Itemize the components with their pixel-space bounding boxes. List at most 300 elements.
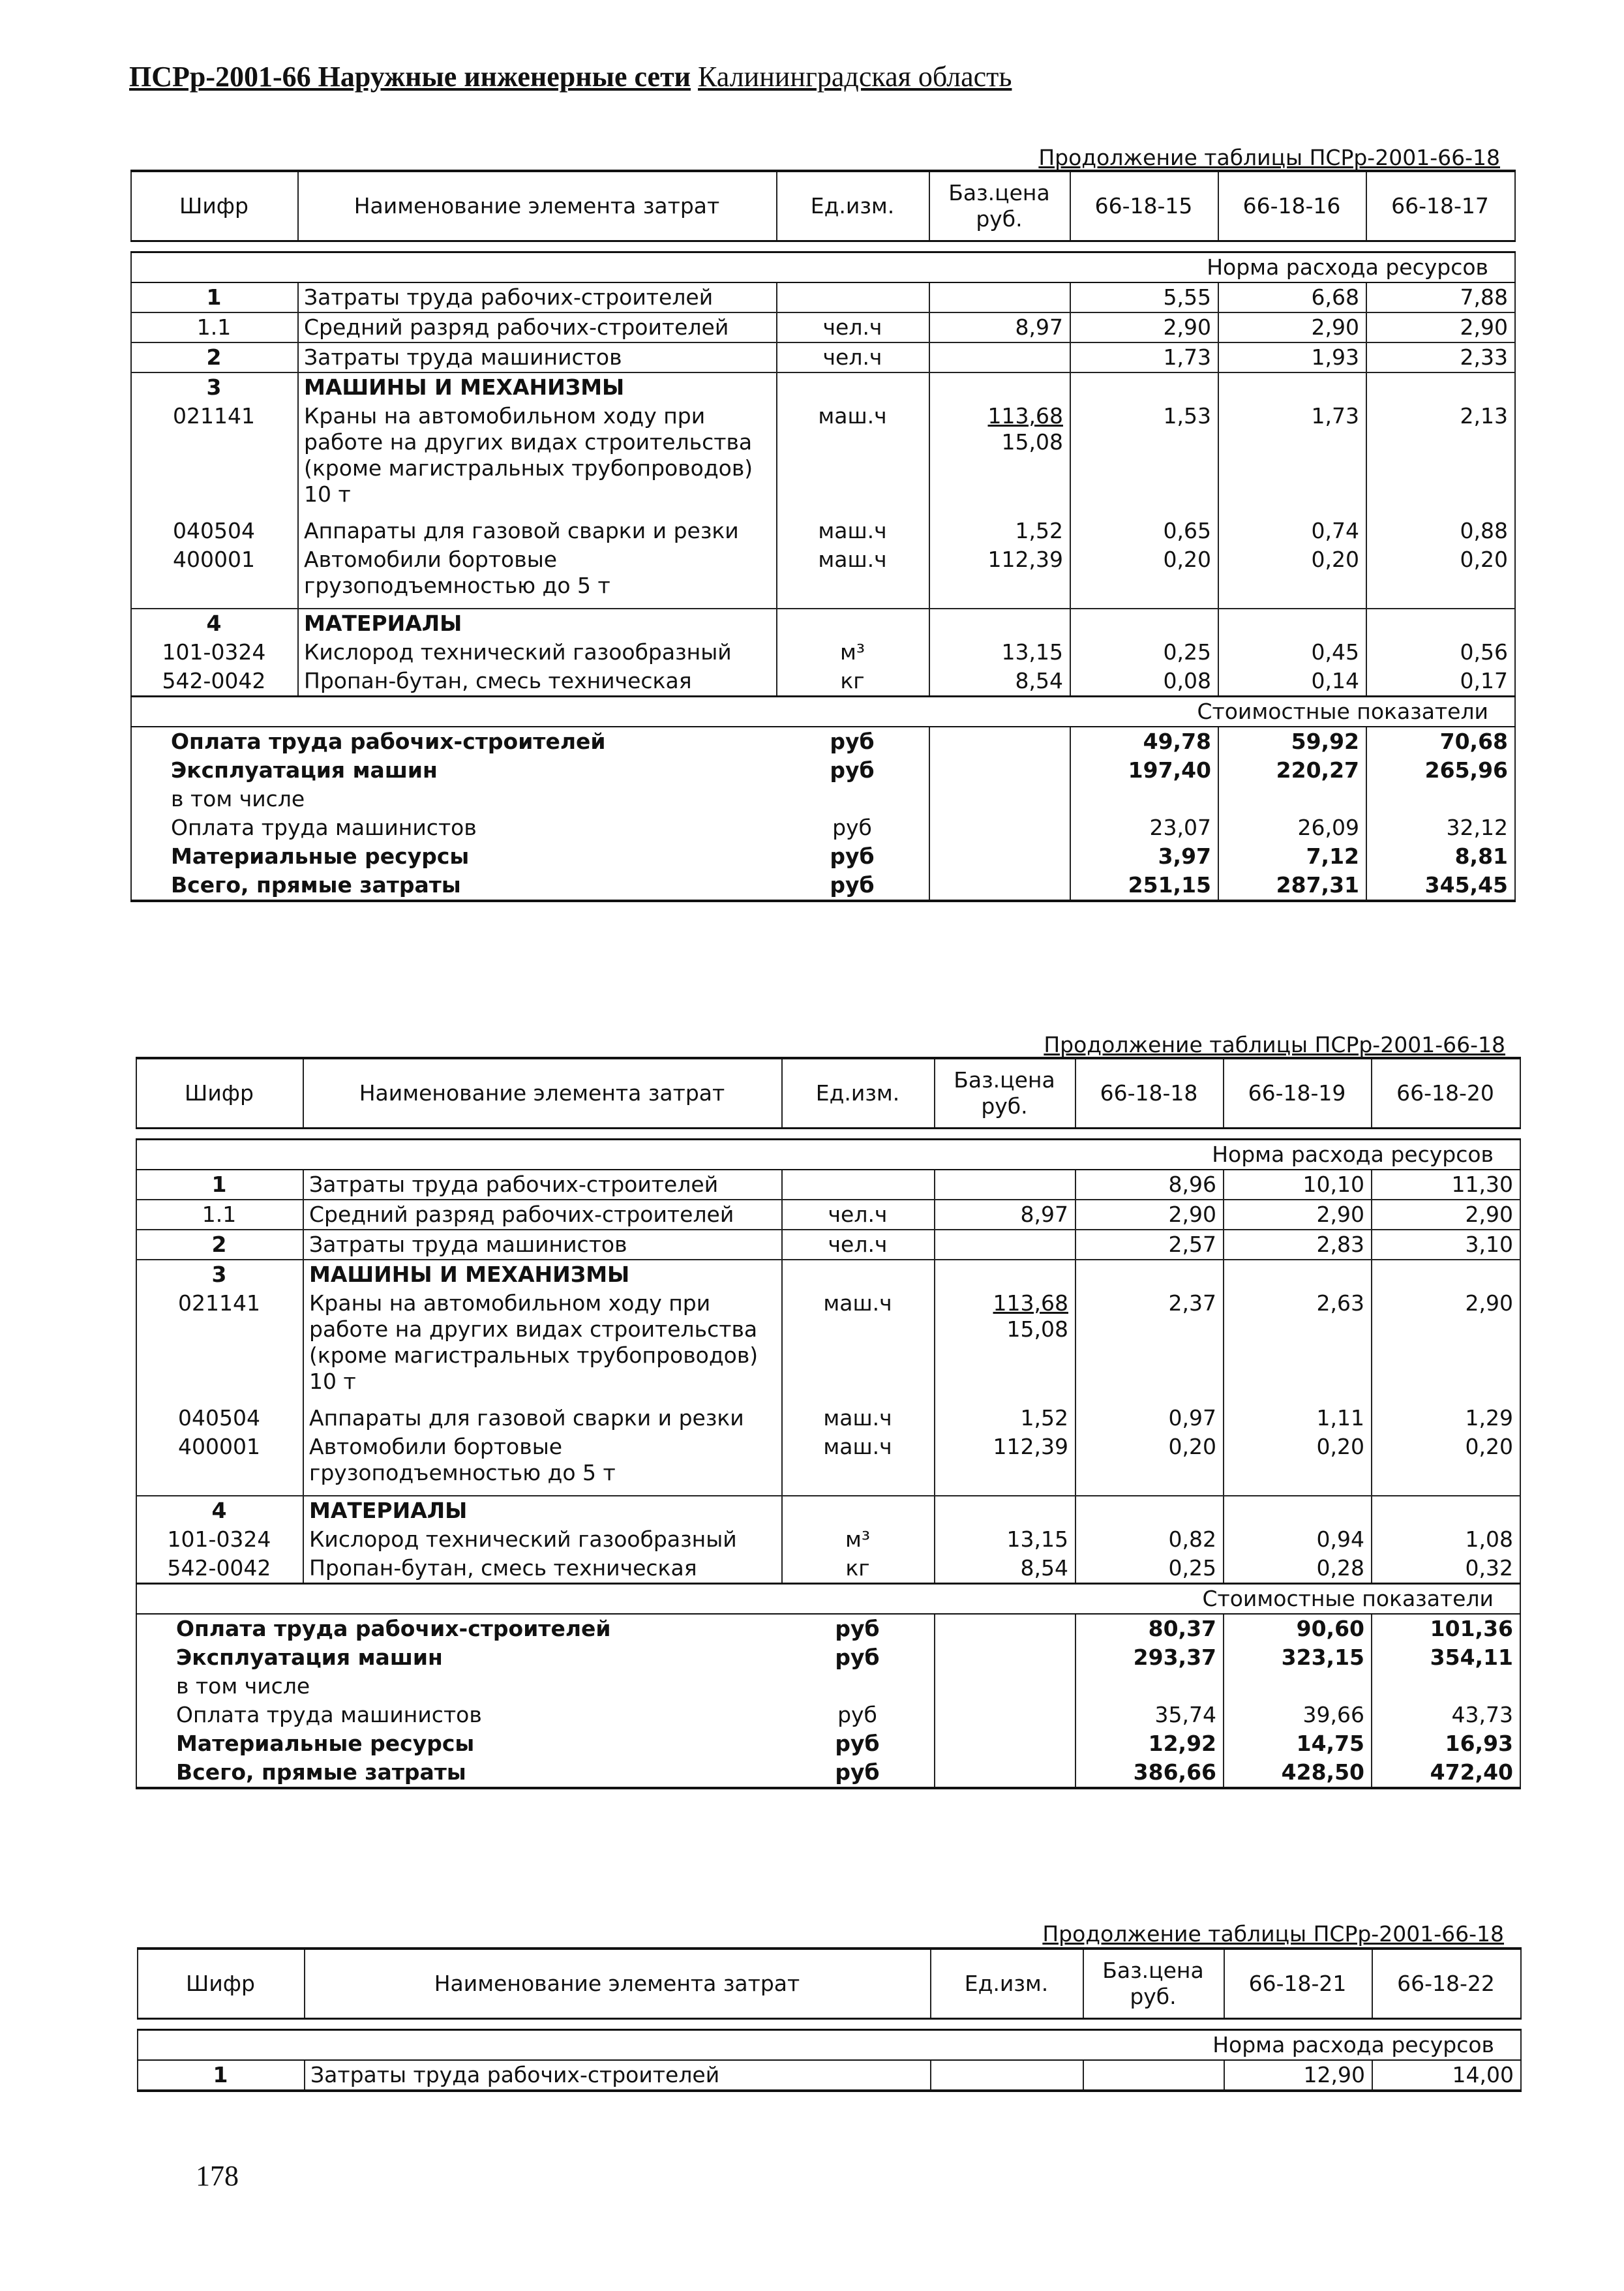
row-unit: маш.ч [777,517,929,545]
header-unit: Ед.изм. [777,171,929,241]
summary-value: 12,92 [1075,1729,1224,1758]
summary-value: 14,75 [1224,1729,1372,1758]
summary-price [929,813,1070,842]
row-name: Автомобили бортовые грузоподъемностью до 5 т [303,1433,782,1496]
summary-unit: руб [777,813,929,842]
summary-value: 251,15 [1070,871,1218,901]
row-value: 0,17 [1366,667,1515,697]
summary-value: 7,12 [1218,842,1366,871]
summary-row [131,842,1515,871]
row-unit: чел.ч [782,1230,935,1260]
row-name: Затраты труда машинистов [303,1230,782,1260]
row-value: 1,53 [1070,402,1218,517]
summary-row [136,1614,1520,1643]
row-unit [777,609,929,638]
row-value: 1,29 [1372,1404,1520,1433]
summary-value: 90,60 [1224,1614,1372,1643]
row-unit [782,1260,935,1289]
summary-value: 293,37 [1075,1643,1224,1672]
row-price [929,282,1070,312]
row-name: Кислород технический газообразный [298,638,777,667]
row-name: МАШИНЫ И МЕХАНИЗМЫ [298,372,777,402]
summary-price [935,1729,1075,1758]
summary-value: 43,73 [1372,1701,1520,1729]
row-value [1070,372,1218,402]
summary-name: Оплата труда машинистов [136,1701,782,1729]
row-unit: чел.ч [782,1200,935,1230]
header-spacer [136,1129,1520,1140]
row-value: 0,20 [1218,545,1366,609]
section-row [136,1496,1520,1525]
document-title [129,60,1012,93]
row-price [935,1230,1075,1260]
section-row [131,609,1515,638]
row-code: 1 [138,2060,305,2091]
row-price: 8,54 [935,1554,1075,1584]
row-name: МАТЕРИАЛЫ [303,1496,782,1525]
row-value: 7,88 [1366,282,1515,312]
row-price [935,1289,1075,1404]
summary-value: 287,31 [1218,871,1366,901]
row-price [929,609,1070,638]
row-value: 1,11 [1224,1404,1372,1433]
row-value: 0,14 [1218,667,1366,697]
summary-value: 32,12 [1366,813,1515,842]
row-code: 3 [131,372,298,402]
summary-unit: руб [782,1758,935,1788]
summary-unit: руб [782,1729,935,1758]
summary-name: Эксплуатация машин [131,756,777,785]
table-row [136,1433,1520,1496]
row-name: Аппараты для газовой сварки и резки [298,517,777,545]
continuation-note: Продолжение таблицы ПСРр-2001-66-18 [1044,1032,1505,1057]
table-row [136,1404,1520,1433]
summary-unit: руб [777,756,929,785]
row-price [935,1170,1075,1200]
row-value [1372,1260,1520,1289]
summary-value: 39,66 [1224,1701,1372,1729]
summary-value [1372,1672,1520,1701]
row-name: Пропан-бутан, смесь техническая [303,1554,782,1584]
row-code: 2 [131,342,298,372]
row-price [1083,2060,1224,2091]
row-value [1224,1260,1372,1289]
norm-band-label: Норма расхода ресурсов [136,1140,1520,1170]
header-column-code: 66-18-22 [1372,1949,1521,2019]
summary-row [136,1701,1520,1729]
row-unit [931,2060,1083,2091]
section-row [131,372,1515,402]
header-name: Наименование элемента затрат [298,171,777,241]
cost-band-label: Стоимостные показатели [131,697,1515,727]
row-code: 101-0324 [131,638,298,667]
summary-row [131,785,1515,813]
section-row [131,342,1515,372]
row-value: 0,56 [1366,638,1515,667]
row-value: 2,13 [1366,402,1515,517]
summary-unit [777,785,929,813]
row-price: 1,52 [935,1404,1075,1433]
row-unit [777,282,929,312]
header-price: Баз.цена руб. [929,171,1070,241]
norm-band-label: Норма расхода ресурсов [131,252,1515,283]
summary-row [136,1729,1520,1758]
header-column-code: 66-18-16 [1218,171,1366,241]
norm-band-row [136,1140,1520,1170]
row-unit: чел.ч [777,312,929,342]
summary-value: 354,11 [1372,1643,1520,1672]
row-value: 2,90 [1075,1200,1224,1230]
row-value: 2,63 [1224,1289,1372,1404]
row-price-secondary: 15,08 [1001,429,1063,455]
row-value: 2,90 [1372,1289,1520,1404]
summary-value: 59,92 [1218,727,1366,756]
row-value [1075,1496,1224,1525]
row-value: 0,45 [1218,638,1366,667]
row-value: 0,74 [1218,517,1366,545]
header-column-code: 66-18-19 [1224,1058,1372,1129]
summary-name: Оплата труда рабочих-строителей [131,727,777,756]
row-price-main: 113,68 [987,403,1063,429]
row-code: 040504 [136,1404,303,1433]
row-value [1075,1260,1224,1289]
row-price-secondary: 15,08 [1006,1316,1068,1342]
summary-value [1075,1672,1224,1701]
header-name: Наименование элемента затрат [305,1949,931,2019]
summary-value: 197,40 [1070,756,1218,785]
row-unit: м³ [782,1525,935,1554]
row-unit: м³ [777,638,929,667]
header-spacer [131,241,1515,252]
table-row [131,402,1515,517]
summary-row [136,1672,1520,1701]
summary-value: 428,50 [1224,1758,1372,1788]
table-header-row [136,1058,1520,1129]
summary-value: 80,37 [1075,1614,1224,1643]
row-value: 0,28 [1224,1554,1372,1584]
header-column-code: 66-18-20 [1372,1058,1520,1129]
summary-name: Эксплуатация машин [136,1643,782,1672]
summary-unit: руб [782,1701,935,1729]
table-row [131,545,1515,609]
row-price: 112,39 [929,545,1070,609]
row-value: 10,10 [1224,1170,1372,1200]
row-unit [782,1170,935,1200]
row-price [929,372,1070,402]
row-unit: кг [777,667,929,697]
row-value: 0,08 [1070,667,1218,697]
summary-name: в том числе [131,785,777,813]
summary-name: Оплата труда рабочих-строителей [136,1614,782,1643]
row-value [1372,1496,1520,1525]
summary-price [935,1672,1075,1701]
row-value: 0,20 [1075,1433,1224,1496]
summary-value: 8,81 [1366,842,1515,871]
summary-value: 3,97 [1070,842,1218,871]
norm-band-row [131,252,1515,283]
summary-unit: руб [777,871,929,901]
summary-row [131,756,1515,785]
header-unit: Ед.изм. [782,1058,935,1129]
row-code: 021141 [136,1289,303,1404]
summary-name: Всего, прямые затраты [131,871,777,901]
page-number: 178 [196,2160,239,2192]
summary-price [929,727,1070,756]
summary-value [1218,785,1366,813]
row-price: 8,97 [929,312,1070,342]
row-code: 1 [136,1170,303,1200]
summary-value: 386,66 [1075,1758,1224,1788]
row-code: 2 [136,1230,303,1260]
summary-value: 23,07 [1070,813,1218,842]
row-name: Затраты труда рабочих-строителей [298,282,777,312]
title-bold: ПСРр-2001-66 Наружные инженерные сети [129,61,691,93]
cost-band-row [136,1584,1520,1615]
row-value: 1,73 [1070,342,1218,372]
summary-value: 345,45 [1366,871,1515,901]
row-value: 2,33 [1366,342,1515,372]
header-code: Шифр [131,171,298,241]
summary-value [1224,1672,1372,1701]
row-name: Средний разряд рабочих-строителей [298,312,777,342]
row-code: 021141 [131,402,298,517]
summary-value: 16,93 [1372,1729,1520,1758]
row-value: 14,00 [1372,2060,1521,2091]
summary-price [929,756,1070,785]
table-row [136,1200,1520,1230]
row-unit: маш.ч [782,1433,935,1496]
row-name: МАШИНЫ И МЕХАНИЗМЫ [303,1260,782,1289]
summary-unit: руб [777,842,929,871]
table-row [131,312,1515,342]
row-name: Автомобили бортовые грузоподъемностью до 5 т [298,545,777,609]
row-value: 2,90 [1372,1200,1520,1230]
header-column-code: 66-18-18 [1075,1058,1224,1129]
row-name: Пропан-бутан, смесь техническая [298,667,777,697]
row-price: 8,54 [929,667,1070,697]
row-value: 2,90 [1070,312,1218,342]
summary-value: 49,78 [1070,727,1218,756]
row-code: 4 [131,609,298,638]
row-value: 0,25 [1070,638,1218,667]
row-value: 2,83 [1224,1230,1372,1260]
row-price [935,1496,1075,1525]
summary-price [935,1701,1075,1729]
table-row [131,638,1515,667]
header-code: Шифр [138,1949,305,2019]
table-header-row [131,171,1515,241]
header-price: Баз.цена руб. [1083,1949,1224,2019]
row-code: 3 [136,1260,303,1289]
row-value: 1,08 [1372,1525,1520,1554]
row-value: 5,55 [1070,282,1218,312]
summary-row [131,871,1515,901]
row-name: Кислород технический газообразный [303,1525,782,1554]
row-price: 13,15 [929,638,1070,667]
row-price: 112,39 [935,1433,1075,1496]
row-value: 2,90 [1224,1200,1372,1230]
row-unit: маш.ч [782,1289,935,1404]
row-value [1366,372,1515,402]
row-value: 11,30 [1372,1170,1520,1200]
rates-table [137,1947,1522,2092]
summary-value: 472,40 [1372,1758,1520,1788]
row-name: Затраты труда рабочих-строителей [303,1170,782,1200]
section-row [138,2060,1521,2091]
norm-band-row [138,2030,1521,2061]
norm-band-label: Норма расхода ресурсов [138,2030,1521,2061]
row-code: 4 [136,1496,303,1525]
row-unit: маш.ч [782,1404,935,1433]
row-unit [782,1496,935,1525]
continuation-note: Продолжение таблицы ПСРр-2001-66-18 [1042,1921,1504,1947]
row-code: 040504 [131,517,298,545]
row-code: 400001 [136,1433,303,1496]
row-value [1366,609,1515,638]
row-unit: маш.ч [777,402,929,517]
row-value: 0,65 [1070,517,1218,545]
row-value: 1,73 [1218,402,1366,517]
header-spacer [138,2019,1521,2030]
row-code: 542-0042 [131,667,298,697]
row-name: Краны на автомобильном ходу при работе на других видах строительства (кроме магистральных трубопроводов) 10 т [303,1289,782,1404]
row-value [1224,1496,1372,1525]
summary-unit [782,1672,935,1701]
row-value: 2,57 [1075,1230,1224,1260]
summary-price [935,1643,1075,1672]
row-value: 2,37 [1075,1289,1224,1404]
row-value: 0,32 [1372,1554,1520,1584]
row-price [929,402,1070,517]
table-row [136,1525,1520,1554]
header-column-code: 66-18-17 [1366,171,1515,241]
summary-value: 265,96 [1366,756,1515,785]
summary-price [935,1758,1075,1788]
header-name: Наименование элемента затрат [303,1058,782,1129]
header-column-code: 66-18-15 [1070,171,1218,241]
row-name: МАТЕРИАЛЫ [298,609,777,638]
row-code: 101-0324 [136,1525,303,1554]
row-unit: чел.ч [777,342,929,372]
section-row [131,282,1515,312]
row-price: 13,15 [935,1525,1075,1554]
summary-value: 26,09 [1218,813,1366,842]
row-value: 0,88 [1366,517,1515,545]
row-unit: маш.ч [777,545,929,609]
title-region: Калининградская область [698,61,1012,93]
cost-band-label: Стоимостные показатели [136,1584,1520,1615]
cost-band-row [131,697,1515,727]
row-unit: кг [782,1554,935,1584]
summary-name: в том числе [136,1672,782,1701]
row-value: 2,90 [1366,312,1515,342]
summary-name: Материальные ресурсы [131,842,777,871]
summary-price [929,842,1070,871]
row-code: 542-0042 [136,1554,303,1584]
row-value [1218,372,1366,402]
row-value: 0,20 [1366,545,1515,609]
row-value [1218,609,1366,638]
row-code: 400001 [131,545,298,609]
row-code: 1.1 [131,312,298,342]
row-value: 3,10 [1372,1230,1520,1260]
header-column-code: 66-18-21 [1224,1949,1372,2019]
summary-row [136,1643,1520,1672]
section-row [136,1260,1520,1289]
row-value: 0,20 [1224,1433,1372,1496]
summary-value [1366,785,1515,813]
section-row [136,1230,1520,1260]
summary-value: 35,74 [1075,1701,1224,1729]
row-value: 0,25 [1075,1554,1224,1584]
summary-value [1070,785,1218,813]
row-value: 0,94 [1224,1525,1372,1554]
summary-value: 70,68 [1366,727,1515,756]
row-value: 2,90 [1218,312,1366,342]
table-row [136,1289,1520,1404]
header-price: Баз.цена руб. [935,1058,1075,1129]
row-value: 8,96 [1075,1170,1224,1200]
summary-unit: руб [782,1614,935,1643]
summary-value: 323,15 [1224,1643,1372,1672]
summary-name: Всего, прямые затраты [136,1758,782,1788]
table-header-row [138,1949,1521,2019]
table-row [131,667,1515,697]
row-price: 8,97 [935,1200,1075,1230]
row-name: Затраты труда машинистов [298,342,777,372]
summary-row [131,727,1515,756]
rates-table [136,1057,1521,1789]
continuation-note: Продолжение таблицы ПСРр-2001-66-18 [1038,145,1500,170]
table-row [136,1554,1520,1584]
row-value [1070,609,1218,638]
row-name: Аппараты для газовой сварки и резки [303,1404,782,1433]
rates-table [130,170,1516,902]
table-row [131,517,1515,545]
summary-value: 101,36 [1372,1614,1520,1643]
header-code: Шифр [136,1058,303,1129]
row-value: 12,90 [1224,2060,1372,2091]
section-row [136,1170,1520,1200]
row-code: 1 [131,282,298,312]
row-price-main: 113,68 [993,1290,1068,1316]
summary-price [929,871,1070,901]
summary-name: Оплата труда машинистов [131,813,777,842]
row-price [935,1260,1075,1289]
summary-price [935,1614,1075,1643]
row-price [929,342,1070,372]
summary-value: 220,27 [1218,756,1366,785]
row-code: 1.1 [136,1200,303,1230]
summary-row [131,813,1515,842]
summary-unit: руб [777,727,929,756]
header-unit: Ед.изм. [931,1949,1083,2019]
row-value: 1,93 [1218,342,1366,372]
row-value: 6,68 [1218,282,1366,312]
summary-row [136,1758,1520,1788]
row-price: 1,52 [929,517,1070,545]
summary-price [929,785,1070,813]
row-name: Затраты труда рабочих-строителей [305,2060,931,2091]
row-value: 0,20 [1070,545,1218,609]
row-value: 0,97 [1075,1404,1224,1433]
row-name: Краны на автомобильном ходу при работе на других видах строительства (кроме магистральных трубопроводов) 10 т [298,402,777,517]
summary-name: Материальные ресурсы [136,1729,782,1758]
row-value: 0,82 [1075,1525,1224,1554]
row-unit [777,372,929,402]
summary-unit: руб [782,1643,935,1672]
row-value: 0,20 [1372,1433,1520,1496]
